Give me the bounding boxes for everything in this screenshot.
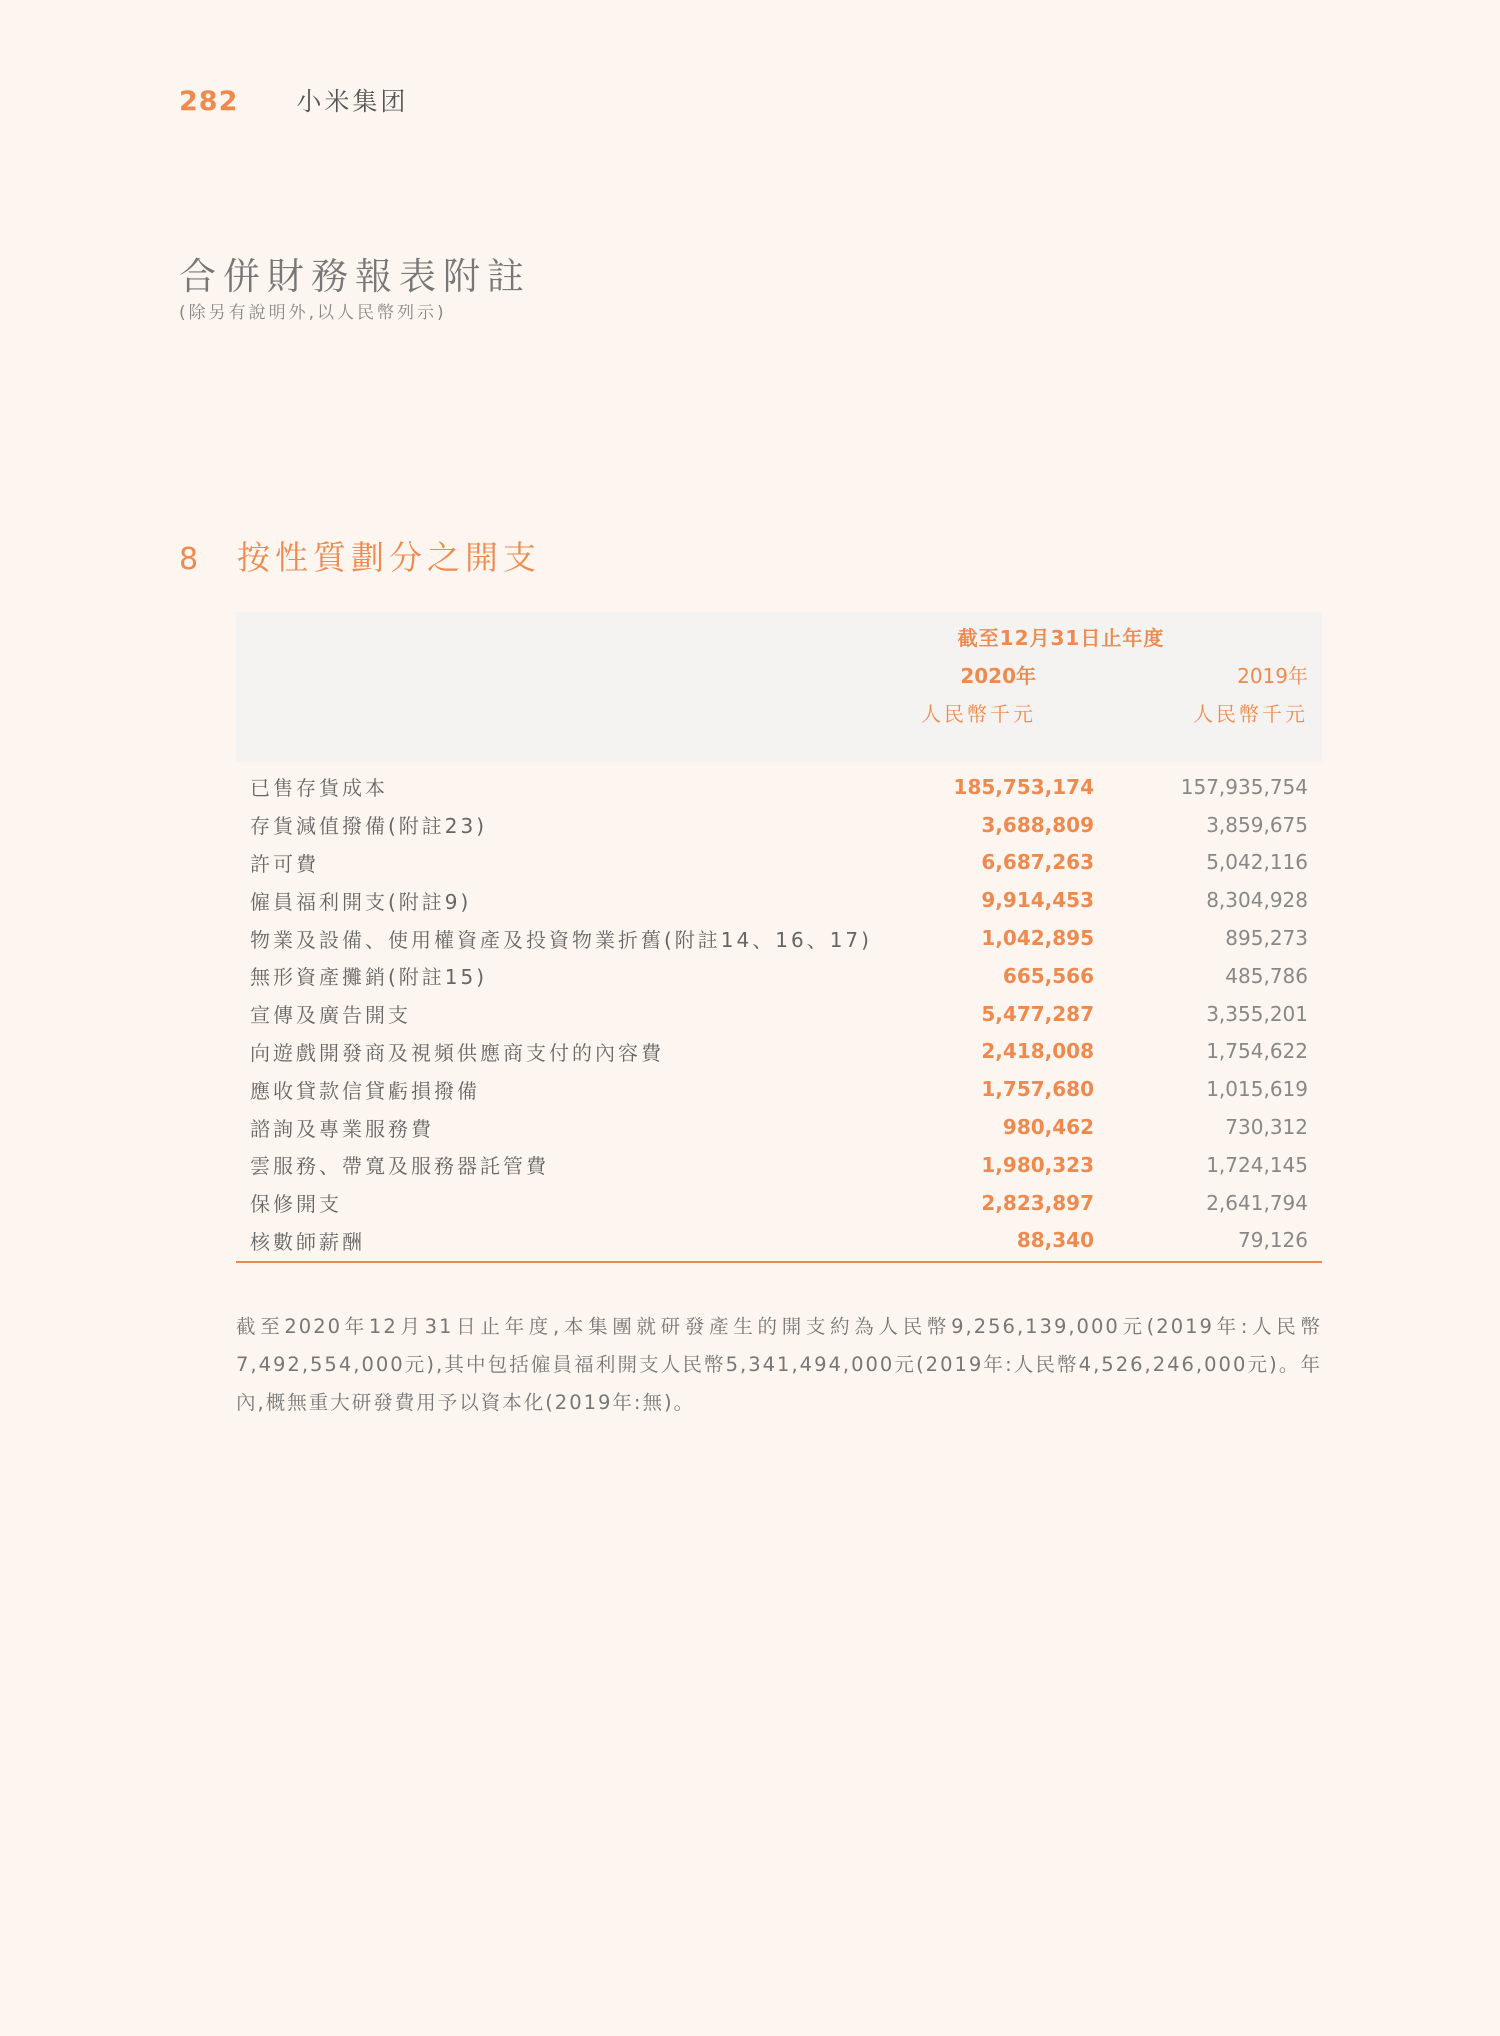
table-row: [236, 1033, 1322, 1071]
value-2020: 5,477,287: [981, 1001, 1094, 1026]
table-row: [236, 881, 1322, 919]
row-label: 存貨減值撥備(附註23): [250, 814, 488, 839]
column-unit: 人民幣千元: [921, 702, 1036, 726]
column-year: 2019年: [1237, 664, 1308, 688]
value-2019: 157,935,754: [1180, 774, 1308, 799]
row-label: 僱員福利開支(附註9): [250, 889, 472, 914]
row-label: 無形資產攤銷(附註15): [250, 965, 488, 990]
row-label: 已售存貨成本: [250, 776, 388, 801]
row-label: 應收貸款信貸虧損撥備: [250, 1078, 480, 1103]
value-2020: 88,340: [1016, 1228, 1094, 1253]
table-row: [236, 919, 1322, 957]
table-row: [236, 1222, 1322, 1260]
value-2020: 3,688,809: [981, 812, 1094, 837]
row-label: 物業及設備、使用權資產及投資物業折舊(附註14、16、17): [250, 927, 872, 952]
row-label: 向遊戲開發商及視頻供應商支付的內容費: [250, 1040, 664, 1065]
table-row: [236, 1146, 1322, 1184]
value-2019: 730,312: [1225, 1115, 1308, 1140]
value-2020: 1,757,680: [981, 1077, 1094, 1102]
column-unit: 人民幣千元: [1193, 702, 1308, 726]
row-label: 保修開支: [250, 1192, 342, 1217]
row-label: 雲服務、帶寬及服務器託管費: [250, 1154, 549, 1179]
section-number: 8: [179, 542, 199, 577]
value-2020: 185,753,174: [953, 774, 1094, 799]
table-row: [236, 995, 1322, 1033]
value-2020: 9,914,453: [981, 888, 1094, 913]
value-2019: 895,273: [1225, 926, 1308, 951]
table-row: [236, 1108, 1322, 1146]
page-header: [179, 82, 408, 118]
table-row: [236, 806, 1322, 844]
value-2020: 2,418,008: [981, 1039, 1094, 1064]
value-2020: 2,823,897: [981, 1190, 1094, 1215]
value-2019: 3,859,675: [1206, 812, 1308, 837]
section-heading: [179, 532, 541, 579]
company-name: 小米集团: [296, 87, 409, 116]
table-body: [236, 762, 1322, 1263]
value-2019: 8,304,928: [1206, 888, 1308, 913]
value-2020: 1,042,895: [981, 926, 1094, 951]
value-2020: 980,462: [1002, 1115, 1094, 1140]
page-number: 282: [179, 86, 239, 117]
value-2019: 5,042,116: [1206, 850, 1308, 875]
value-2019: 3,355,201: [1206, 1001, 1308, 1026]
value-2020: 6,687,263: [981, 850, 1094, 875]
table-row: [236, 1070, 1322, 1108]
column-year: 2020年: [960, 664, 1036, 688]
document-subtitle: (除另有說明外,以人民幣列示): [179, 303, 447, 323]
section-title: 按性質劃分之開支: [237, 538, 541, 577]
table-row: [236, 1184, 1322, 1222]
value-2019: 1,754,622: [1206, 1039, 1308, 1064]
row-label: 核數師薪酬: [250, 1229, 365, 1254]
value-2019: 485,786: [1225, 963, 1308, 988]
period-label: 截至12月31日止年度: [957, 626, 1165, 650]
table-row: [236, 957, 1322, 995]
value-2019: 1,724,145: [1206, 1152, 1308, 1177]
value-2020: 1,980,323: [981, 1152, 1094, 1177]
table-header: [236, 612, 1322, 762]
document-title: 合併財務報表附註: [179, 255, 531, 298]
value-2020: 665,566: [1002, 963, 1094, 988]
value-2019: 2,641,794: [1206, 1190, 1308, 1215]
row-label: 諮詢及專業服務費: [250, 1116, 434, 1141]
value-2019: 79,126: [1238, 1228, 1308, 1253]
row-label: 宣傳及廣告開支: [250, 1003, 411, 1028]
expense-table: [236, 612, 1322, 1263]
value-2019: 1,015,619: [1206, 1077, 1308, 1102]
table-row: [236, 844, 1322, 882]
table-row: [236, 768, 1322, 806]
rd-expense-note: 截至2020年12月31日止年度,本集團就研發產生的開支約為人民幣9,256,139,000元(2019年:人民幣7,492,554,000元),其中包括僱員福利開支人民幣5,341,494,000元(2019年:人民幣4,526,246,000元)。年內,概無重大研發費用予以資本化(2019年:無)。: [236, 1315, 1322, 1414]
row-label: 許可費: [250, 851, 319, 876]
